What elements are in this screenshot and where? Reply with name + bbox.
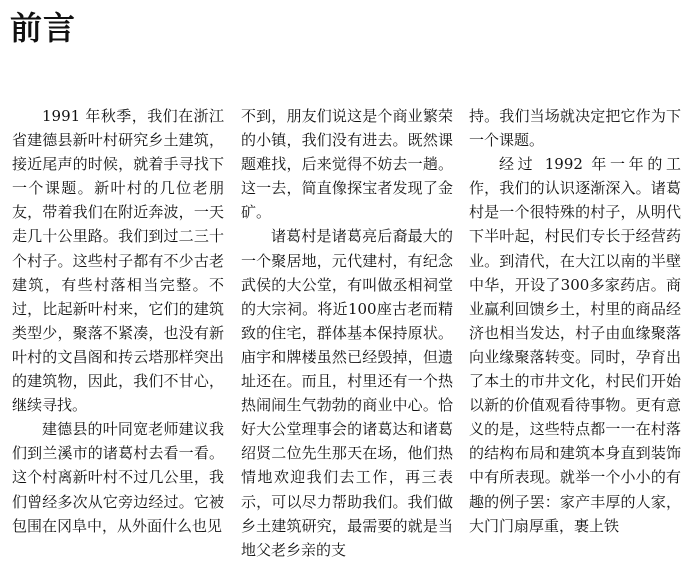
paragraph: 建德县的叶同宽老师建议我们到兰溪市的诸葛村去看一看。这个村离新叶村不过几公里，我们曾经多次从它旁边经过。它被包围在冈阜中，从外面什么也见 (12, 420, 224, 535)
paragraph: 不到，朋友们说这是个商业繁荣的小镇，我们没有进去。既然课题难找，后来觉得不妨去一趟。这一去，简直像探宝者发现了金矿。 (241, 107, 453, 222)
paragraph: 经过 1992 年一年的工作，我们的认识逐渐深入。诸葛村是一个很特殊的村子，从明代下半叶起，村民们专长于经营药业。到清代，在大江以南的半壁中华，开设了300多家药店。商业赢利回馈乡土，村里的商品经济也相当发达，村子由血缘聚落向业缘聚落转变。同时，孕育出了本土的市井文化，村民们开始以新的价值观看待事物。更有意义的是，这些特点都一一在村落的结构布局和建筑本身直到装饰中有所表现。就举一个小小的有趣的例子罢：家产丰厚的人家，大门门扇厚重，裹上铁 (469, 155, 681, 535)
text-column-3 (469, 104, 681, 535)
paragraph: 1991 年秋季，我们在浙江省建德县新叶村研究乡土建筑，接近尾声的时候，就着手寻找下一个课题。新叶村的几位老朋友，带着我们在附近奔波，一天走几十公里路。我们到过二三十个村子。这些村子都有不少古老建筑，有些村落相当完整。不过，比起新叶村来，它们的建筑类型少，聚落不紧凑，也没有新叶村的文昌阁和抟云塔那样突出的建筑物，因此，我们不甘心，继续寻找。 (12, 107, 224, 415)
paragraph: 持。我们当场就决定把它作为下一个课题。 (469, 107, 681, 150)
page-title: 前言 (10, 9, 77, 47)
text-column-2 (241, 104, 453, 559)
text-column-1 (12, 104, 224, 535)
paragraph: 诸葛村是诸葛亮后裔最大的一个聚居地，元代建村，有纪念武侯的大公堂，有叫做丞相祠堂的大宗祠。将近100座古老而精致的住宅，群体基本保持原状。庙宇和牌楼虽然已经毁掉，但遗址还在。而且，村里还有一个热热闹闹生气勃勃的商业中心。恰好大公堂理事会的诸葛达和诸葛绍贤二位先生那天在场，他们热情地欢迎我们去工作，再三表示，可以尽力帮助我们。我们做乡土建筑研究，最需要的就是当地父老乡亲的支 (241, 227, 453, 559)
